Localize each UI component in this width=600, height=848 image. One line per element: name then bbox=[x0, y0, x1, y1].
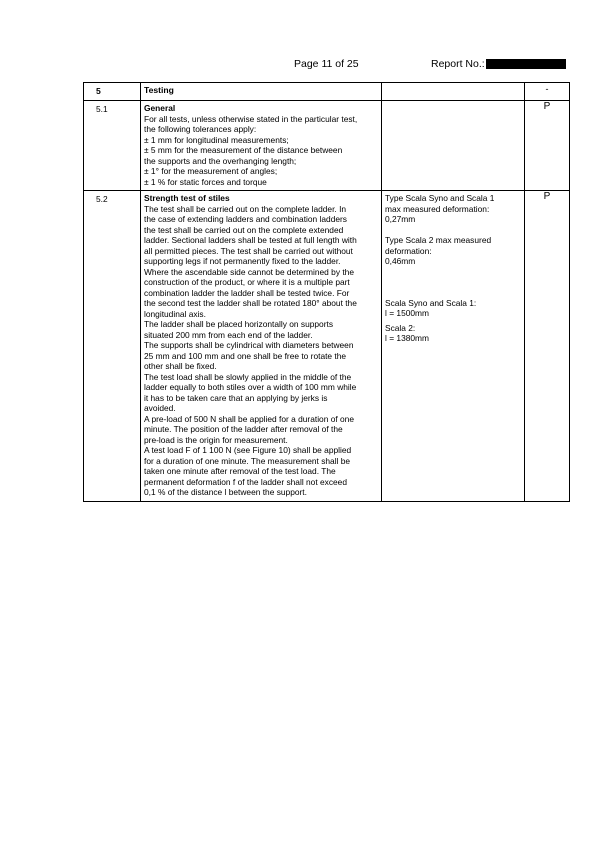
clause-row-5-1 bbox=[84, 101, 570, 191]
requirement-line: ladder equally to both stiles over a width of 100 mm while bbox=[144, 382, 357, 392]
requirement-line: For all tests, unless otherwise stated in the particular test, bbox=[144, 113, 358, 124]
result-line: Type Scala 2 max measured bbox=[385, 235, 492, 245]
result-line: Type Scala Syno and Scala 1 bbox=[385, 193, 495, 203]
requirement-line: pre-load is the origin for measurement. bbox=[144, 434, 288, 445]
requirement-line: 25 mm and 100 mm and one shall be free to rotate the bbox=[144, 350, 347, 361]
requirement-line: longitudinal axis. bbox=[144, 308, 206, 319]
requirement-line: taken one minute after removal of the test load. The bbox=[144, 466, 336, 476]
clause-result bbox=[382, 101, 525, 191]
requirement-line: ± 1 % for static forces and torque bbox=[144, 176, 267, 187]
redacted-report-number bbox=[486, 59, 566, 69]
result-line: l = 1500mm bbox=[385, 308, 429, 318]
requirement-line: The test shall be carried out on the complete ladder. In bbox=[144, 203, 347, 214]
requirement-line: A pre-load of 500 N shall be applied for a duration of one bbox=[144, 413, 354, 424]
clause-verdict: P bbox=[525, 191, 570, 502]
result-line: Scala Syno and Scala 1: bbox=[385, 297, 477, 308]
section-title: Testing bbox=[141, 83, 382, 101]
result-line: Scala 2: bbox=[385, 322, 416, 333]
result-line: l = 1380mm bbox=[385, 333, 429, 343]
requirement-line: ladder. Sectional ladders shall be tested at full length with bbox=[144, 235, 357, 245]
clause-title: General bbox=[144, 103, 176, 113]
requirement-line: all permitted pieces. The test shall be carried out without bbox=[144, 245, 353, 256]
test-report-table bbox=[83, 82, 570, 502]
requirement-line: minute. The position of the ladder after removal of the bbox=[144, 424, 343, 434]
requirement-line: construction of the product, or where it is a multiple part bbox=[144, 277, 350, 287]
requirement-line: other shall be fixed. bbox=[144, 361, 217, 371]
requirement-line: for a duration of one minute. The measurement shall be bbox=[144, 455, 351, 466]
page-header bbox=[0, 58, 600, 72]
requirement-line: the second test the ladder shall be rotated 180° about the bbox=[144, 298, 357, 308]
requirement-line: Where the ascendable side cannot be determined by the bbox=[144, 266, 354, 277]
requirement-line: the case of extending ladders and combination ladders bbox=[144, 214, 347, 224]
result-line: 0,27mm bbox=[385, 214, 416, 224]
section-header-row bbox=[84, 83, 570, 101]
requirement-line: ± 1 mm for longitudinal measurements; bbox=[144, 134, 289, 145]
clause-number: 5.2 bbox=[84, 191, 141, 502]
requirement-line: the following tolerances apply: bbox=[144, 124, 257, 134]
result-line: deformation: bbox=[385, 245, 432, 256]
page-number: Page 11 of 25 bbox=[294, 58, 359, 70]
clause-number: 5.1 bbox=[84, 101, 141, 191]
result-spacer bbox=[385, 267, 521, 298]
requirement-line: The test load shall be slowly applied in the middle of the bbox=[144, 371, 352, 382]
result-line: max measured deformation: bbox=[385, 203, 490, 214]
requirement-line: permanent deformation f of the ladder shall not exceed bbox=[144, 476, 347, 487]
clause-row-5-2 bbox=[84, 191, 570, 502]
section-verdict: - bbox=[525, 83, 570, 101]
report-number-label: Report No.: bbox=[431, 58, 485, 70]
requirement-line: ± 1° for the measurement of angles; bbox=[144, 166, 278, 176]
clause-title: Strength test of stiles bbox=[144, 193, 230, 203]
section-result-cell bbox=[382, 83, 525, 101]
requirement-line: the supports and the overhanging length; bbox=[144, 155, 297, 166]
requirement-line: it has to be taken care that an applying by jerks is bbox=[144, 392, 328, 403]
requirement-line: supporting legs if not permanently fixed to the ladder. bbox=[144, 256, 341, 266]
result-line: 0,46mm bbox=[385, 256, 416, 266]
requirement-line: A test load F of 1 100 N (see Figure 10) shall be applied bbox=[144, 445, 352, 455]
clause-verdict: P bbox=[525, 101, 570, 191]
section-number: 5 bbox=[84, 83, 141, 101]
result-spacer bbox=[385, 225, 521, 236]
clause-result bbox=[382, 191, 525, 502]
clause-requirement bbox=[141, 191, 382, 502]
requirement-line: avoided. bbox=[144, 403, 176, 413]
requirement-line: the test shall be carried out on the complete extended bbox=[144, 224, 344, 235]
requirement-line: The ladder shall be placed horizontally on supports bbox=[144, 319, 334, 329]
requirement-line: combination ladder the ladder shall be tested twice. For bbox=[144, 287, 350, 298]
requirement-line: The supports shall be cylindrical with diameters between bbox=[144, 340, 354, 350]
requirement-line: 0,1 % of the distance l between the support. bbox=[144, 487, 307, 497]
requirement-line: situated 200 mm from each end of the ladder. bbox=[144, 329, 313, 340]
clause-requirement bbox=[141, 101, 382, 191]
requirement-line: ± 5 mm for the measurement of the distance between bbox=[144, 145, 343, 155]
